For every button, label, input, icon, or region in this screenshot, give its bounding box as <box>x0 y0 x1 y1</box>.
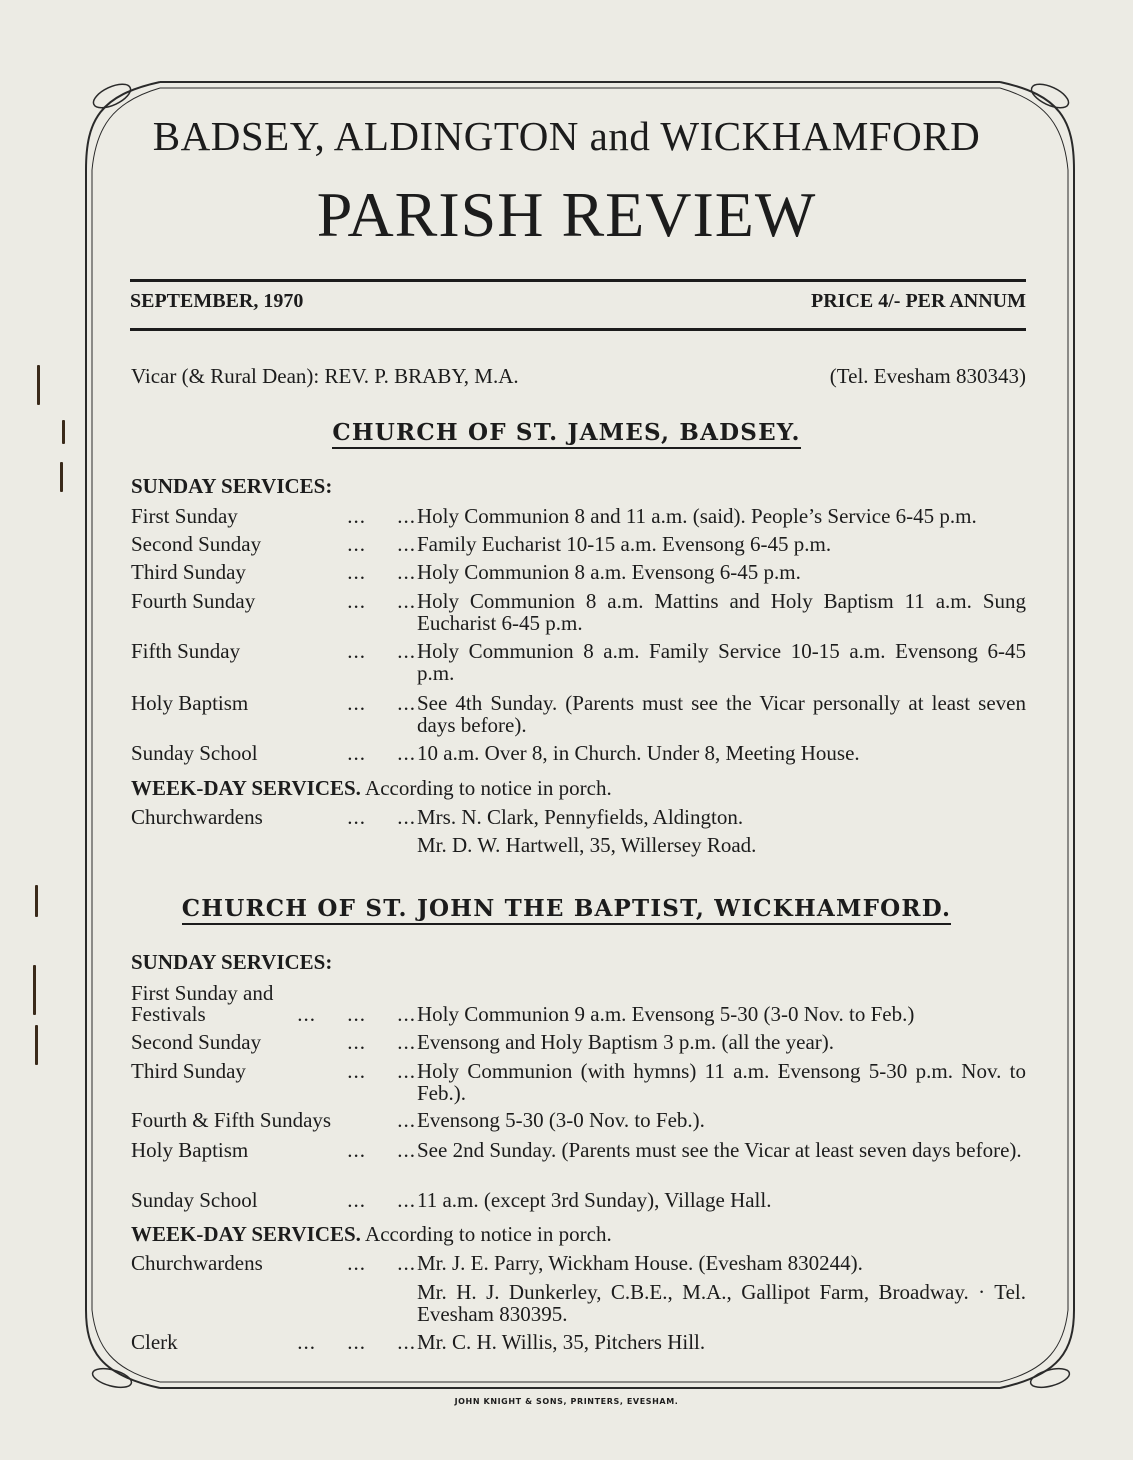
item-text: Evensong and Holy Baptism 3 p.m. (all the year). <box>417 1030 834 1054</box>
item-label-text: Holy Baptism <box>131 691 249 715</box>
divider <box>130 279 1026 282</box>
section-title-wickhamford: CHURCH OF ST. JOHN THE BAPTIST, WICKHAMFORD. <box>0 895 1133 922</box>
binding-mark <box>35 1025 38 1065</box>
item-text: Mrs. N. Clark, Pennyfields, Aldington. <box>417 805 744 829</box>
item-label-text: Sunday School <box>131 741 258 765</box>
leader-dots: ... ... <box>347 504 416 528</box>
item-label-text: Second Sunday <box>131 1030 262 1054</box>
leader-dots: ... ... <box>347 1059 416 1083</box>
masthead-parishes: BADSEY, ALDINGTON and WICKHAMFORD <box>152 113 981 159</box>
item-label-text: Fourth & Fifth Sundays <box>131 1108 332 1132</box>
item-label-text: Churchwardens <box>131 1251 263 1275</box>
item-label <box>131 640 416 662</box>
wickhamford-weekday-services: WEEK-DAY SERVICES. According to notice in porch. <box>131 1222 612 1246</box>
item-label <box>131 533 416 555</box>
item-label-text: Clerk <box>131 1330 178 1354</box>
leader-dots: ... ... ... <box>297 1002 416 1026</box>
item-text: Holy Communion 8 a.m. Mattins and Holy Baptism 11 a.m. Sung Eucharist 6-45 p.m. <box>417 589 1026 635</box>
item-text: 11 a.m. (except 3rd Sunday), Village Hall. <box>417 1188 772 1212</box>
masthead-title: PARISH REVIEW <box>316 179 817 250</box>
leader-dots: ... ... <box>347 560 416 584</box>
leader-dots: ... ... <box>347 589 416 613</box>
item-label <box>131 505 416 527</box>
leader-dots: ... ... <box>347 691 416 715</box>
item-text: Mr. H. J. Dunkerley, C.B.E., M.A., Gallipot Farm, Broadway. · Tel. Evesham 830395. <box>417 1280 1026 1326</box>
item-text: Mr. C. H. Willis, 35, Pitchers Hill. <box>417 1330 706 1354</box>
item-label-text: Third Sunday <box>131 560 246 584</box>
item-label-text: Third Sunday <box>131 1059 246 1083</box>
wickhamford-sunday-services-heading: SUNDAY SERVICES: <box>131 950 333 974</box>
item-label <box>131 742 416 764</box>
item-label-text: Fifth Sunday <box>131 639 241 663</box>
leader-dots: ... ... <box>347 532 416 556</box>
item-text: Holy Communion (with hymns) 11 a.m. Evensong 5-30 p.m. Nov. to Feb.). <box>417 1059 1026 1105</box>
vicar-line <box>131 364 1026 389</box>
item-label <box>131 590 416 612</box>
item-label <box>131 1060 416 1082</box>
item-text: Holy Communion 8 a.m. Evensong 6-45 p.m. <box>417 560 801 584</box>
item-label <box>131 692 416 714</box>
item-label-text: Churchwardens <box>131 805 263 829</box>
item-text: Family Eucharist 10-15 a.m. Evensong 6-45 p.m. <box>417 532 832 556</box>
item-label-text: Fourth Sunday <box>131 589 256 613</box>
item-label <box>131 561 416 583</box>
leader-dots: ... ... <box>347 1188 416 1212</box>
item-text: Holy Communion 8 a.m. Family Service 10-15 a.m. Evensong 6-45 p.m. <box>417 639 1026 685</box>
leader-dots: ... ... <box>347 1251 416 1275</box>
item-text: Mr. D. W. Hartwell, 35, Willersey Road. <box>417 833 757 857</box>
item-text: Mr. J. E. Parry, Wickham House. (Evesham 830244). <box>417 1251 863 1275</box>
item-text: See 2nd Sunday. (Parents must see the Vicar at least seven days before). <box>417 1138 1022 1162</box>
item-text: Holy Communion 8 and 11 a.m. (said). People’s Service 6-45 p.m. <box>417 504 977 528</box>
leader-dots: ... ... ... <box>297 1330 416 1354</box>
leader-dots: ... ... <box>347 1030 416 1054</box>
item-label-text: Holy Baptism <box>131 1138 249 1162</box>
leader-dots: ... <box>397 1108 416 1132</box>
item-label <box>131 1331 416 1353</box>
leader-dots: ... ... <box>347 741 416 765</box>
leader-dots: ... ... <box>347 639 416 663</box>
item-label <box>131 1139 416 1161</box>
item-text: Evensong 5-30 (3-0 Nov. to Feb.). <box>417 1108 705 1132</box>
badsey-sunday-services-heading: SUNDAY SERVICES: <box>131 474 333 498</box>
vicar-name: Vicar (& Rural Dean): REV. P. BRABY, M.A. <box>131 364 519 388</box>
vicar-telephone: (Tel. Evesham 830343) <box>829 364 1026 388</box>
leader-dots: ... ... <box>347 805 416 829</box>
item-label <box>131 1031 416 1053</box>
binding-mark <box>37 365 40 405</box>
item-label-text: First Sunday <box>131 504 238 528</box>
issue-bar <box>130 290 1026 313</box>
issue-price: PRICE 4/- PER ANNUM <box>811 290 1026 312</box>
section-title-badsey: CHURCH OF ST. JAMES, BADSEY. <box>0 419 1133 446</box>
item-label <box>131 1189 416 1211</box>
item-label-text: Second Sunday <box>131 532 262 556</box>
item-text: Holy Communion 9 a.m. Evensong 5-30 (3-0 Nov. to Feb.) <box>417 1002 915 1026</box>
item-label-text: Sunday School <box>131 1188 258 1212</box>
binding-mark <box>60 462 63 492</box>
divider <box>130 328 1026 331</box>
item-label <box>131 1109 416 1131</box>
printer-imprint: JOHN KNIGHT & SONS, PRINTERS, EVESHAM. <box>454 1397 679 1406</box>
item-text: 10 a.m. Over 8, in Church. Under 8, Meeting House. <box>417 741 860 765</box>
first-sunday-label-line1: First Sunday and <box>131 981 274 1005</box>
item-label <box>131 1003 416 1025</box>
issue-date: SEPTEMBER, 1970 <box>130 290 304 312</box>
item-label-text: Festivals <box>131 1002 206 1026</box>
item-label <box>131 806 416 828</box>
leader-dots: ... ... <box>347 1138 416 1162</box>
item-label <box>131 1252 416 1274</box>
binding-mark <box>33 965 36 1015</box>
item-text: See 4th Sunday. (Parents must see the Vicar personally at least seven days before). <box>417 691 1026 737</box>
badsey-weekday-services: WEEK-DAY SERVICES. According to notice in porch. <box>131 776 612 800</box>
